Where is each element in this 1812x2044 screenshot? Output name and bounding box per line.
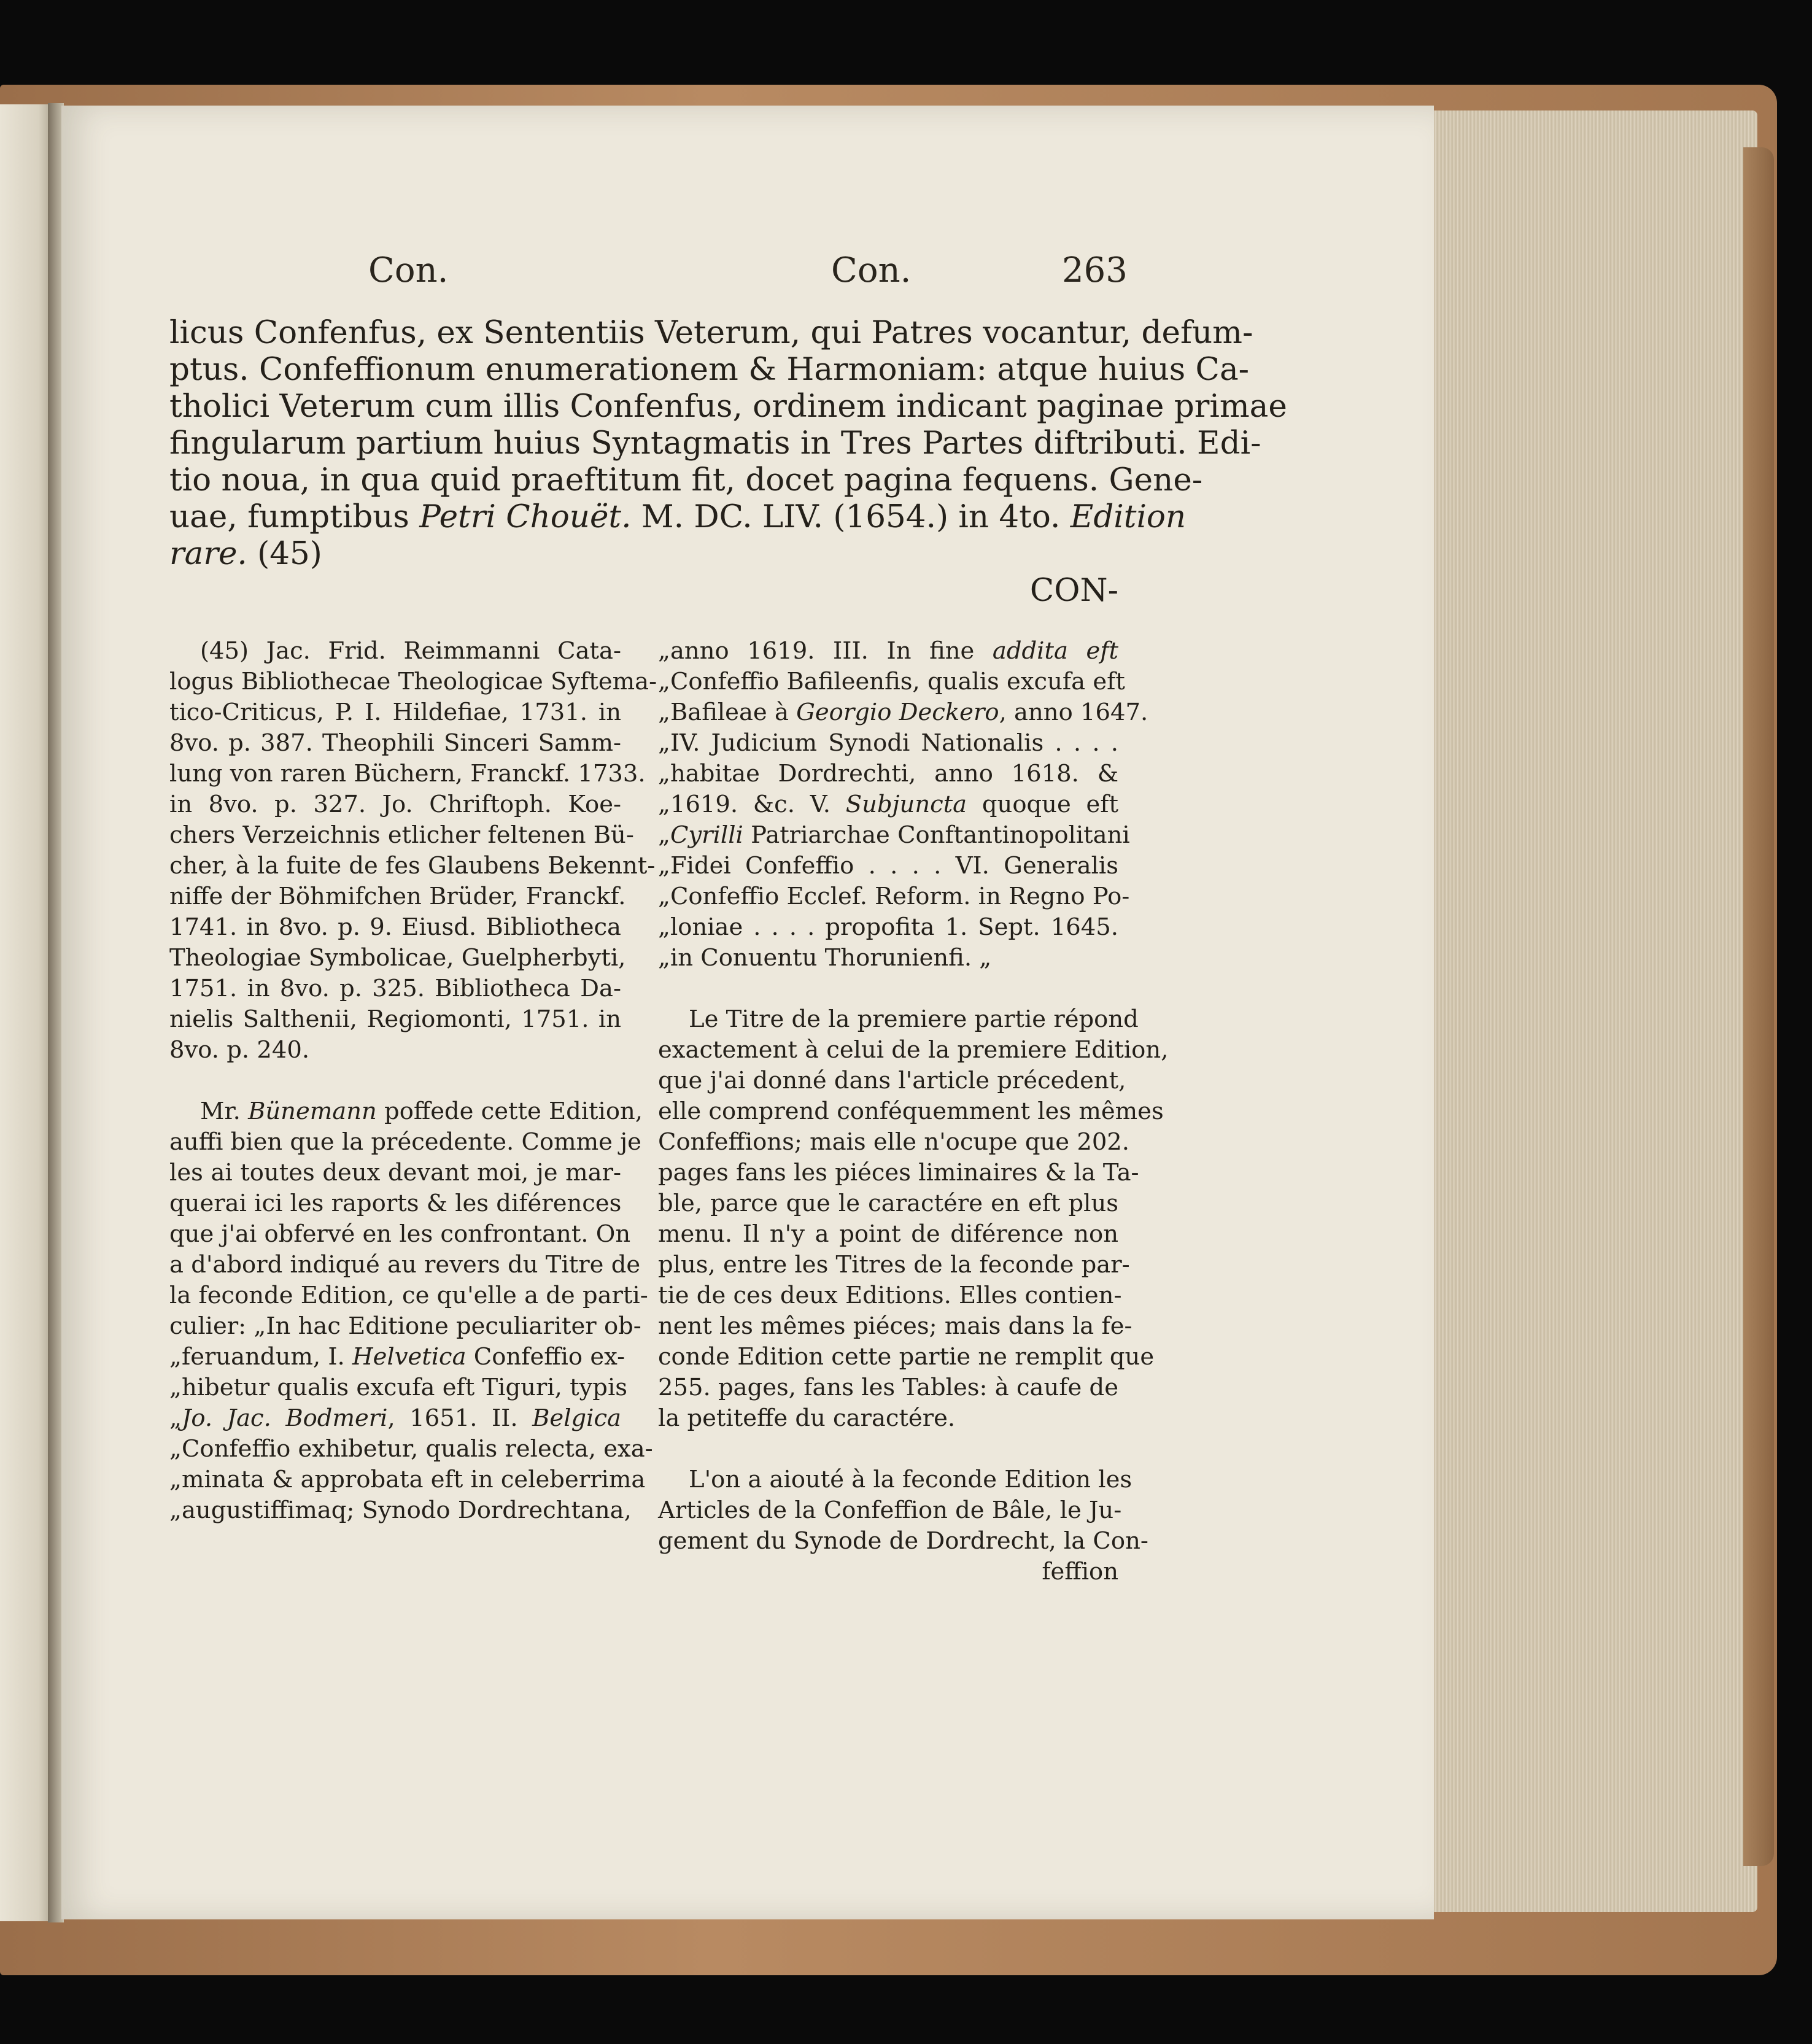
left-column: [169, 636, 657, 1526]
text-run: Confeffio ex-: [466, 1343, 625, 1371]
text-run: „: [169, 1404, 182, 1432]
text-line: exactement à celui de la premiere Edition,: [658, 1036, 1169, 1064]
footnote-line: 1741. in 8vo. p. 9. Eiusd. Bibliotheca: [169, 913, 621, 941]
italic-run: Bünemann: [248, 1097, 377, 1125]
text-line: „loniae . . . . propofita 1. Sept. 1645.: [658, 913, 1118, 941]
text-line: [658, 636, 1118, 667]
footnote-line: nielis Salthenii, Regiomonti, 1751. in: [169, 1005, 621, 1033]
text-line: Articles de la Confeffion de Bâle, le Ju-: [658, 1496, 1122, 1524]
text-line: tholici Veterum cum illis Confenfus, ordinem indicant paginae primae: [169, 388, 1287, 425]
text-line: „hibetur qualis excufa eft Tiguri, typis: [169, 1374, 628, 1401]
text-line: [169, 1096, 643, 1127]
italic-run: Jo. Jac. Bodmeri: [181, 1404, 388, 1432]
text-line: tio noua, in qua quid praeftitum fit, docet pagina fequens. Gene-: [169, 462, 1203, 498]
text-run: „anno 1619. III. In fine: [658, 637, 993, 665]
italic-run: Helvetica: [352, 1343, 467, 1371]
text-run: Mr.: [200, 1097, 249, 1125]
text-line: nent les mêmes piéces; mais dans la fe-: [658, 1312, 1132, 1340]
text-line: [169, 498, 1187, 535]
text-line: L'on a aiouté à la feconde Edition les: [689, 1466, 1132, 1493]
text-line: „Fidei Confeffio . . . . VI. Generalis: [658, 852, 1118, 880]
text-line: [169, 535, 1118, 572]
text-line: ble, parce que le caractére en eft plus: [658, 1190, 1118, 1217]
text-line: conde Edition cette partie ne remplit que: [658, 1343, 1155, 1371]
text-line: Le Titre de la premiere partie répond: [689, 1005, 1139, 1033]
footnote-line: in 8vo. p. 327. Jo. Chriftoph. Koe-: [169, 791, 621, 818]
footnote-line: cher, à la fuite de fes Glaubens Bekennt-: [169, 852, 656, 880]
text-line: que j'ai donné dans l'article précedent,: [658, 1067, 1126, 1094]
text-run: „feruandum, I.: [169, 1343, 353, 1371]
paragraph-gap: [169, 1066, 621, 1096]
text-line: culier: „In hac Editione peculiariter ob-: [169, 1312, 641, 1340]
italic-run: Belgica: [532, 1404, 621, 1432]
running-head-left: Con.: [368, 250, 449, 290]
footnote-line: 8vo. p. 240.: [169, 1036, 310, 1064]
right-column: [658, 636, 1169, 1587]
page-number: 263: [1062, 250, 1128, 290]
text-line: [658, 789, 1118, 820]
italic-run: addita eft: [992, 637, 1118, 665]
footnote-line: tico-Criticus, P. I. Hildefiae, 1731. in: [169, 699, 621, 726]
italic-run: Edition: [1070, 498, 1187, 535]
footnote-line: logus Bibliothecae Theologicae Syftema-: [169, 668, 657, 695]
text-run: quoque eft: [967, 791, 1118, 818]
text-run: , 1651. II.: [387, 1404, 533, 1432]
italic-run: rare.: [169, 535, 247, 572]
text-run: Patriarchae Conftantinopolitani: [743, 821, 1130, 849]
page-edges: [1430, 110, 1757, 1912]
footnote-ref: (45): [247, 535, 322, 572]
text-line: [658, 820, 1130, 851]
footnote-line: chers Verzeichnis etlicher feltenen Bü-: [169, 821, 634, 849]
text-line: plus, entre les Titres de la feconde par-: [658, 1251, 1130, 1279]
text-line: „Confeffio exhibetur, qualis relecta, exa-: [169, 1435, 653, 1463]
text-line: auffi bien que la précedente. Comme je: [169, 1128, 641, 1156]
text-line: gement du Synode de Dordrecht, la Con-: [658, 1527, 1148, 1555]
text-line: „IV. Judicium Synodi Nationalis . . . .: [658, 729, 1118, 757]
left-page-edge: [0, 104, 55, 1921]
text-run: „1619. &c. V.: [658, 791, 846, 818]
text-run: poffede cette Edition,: [376, 1097, 643, 1125]
italic-run: Subjuncta: [845, 791, 967, 818]
text-run: , anno 1647.: [999, 699, 1148, 726]
footnote-line: niffe der Böhmifchen Brüder, Franckf.: [169, 883, 626, 910]
text-line: „Confeffio Ecclef. Reform. in Regno Po-: [658, 883, 1130, 910]
text-line: „minata & approbata eft in celeberrima: [169, 1466, 646, 1493]
footnote-line: 1751. in 8vo. p. 325. Bibliotheca Da-: [169, 975, 621, 1002]
text-line: „in Conuentu Thorunienfi. „: [658, 944, 992, 972]
text-run: M. DC. LIV. (1654.) in 4to.: [631, 498, 1071, 535]
text-line: [658, 697, 1148, 728]
text-run: „Bafileae à: [658, 699, 797, 726]
text-line: elle comprend conféquemment les mêmes: [658, 1097, 1164, 1125]
running-head-center: Con.: [831, 250, 912, 290]
text-line: 255. pages, fans les Tables: à caufe de: [658, 1374, 1118, 1401]
text-run: uae, fumptibus: [169, 498, 420, 535]
text-line: les ai toutes deux devant moi, je mar-: [169, 1159, 621, 1187]
text-line: fingularum partium huius Syntagmatis in Tres Partes diftributi. Edi-: [169, 425, 1261, 462]
text-run: „: [658, 821, 670, 849]
italic-run: Petri Chouët.: [419, 498, 632, 535]
italic-run: Cyrilli: [670, 821, 743, 849]
board-edge: [1743, 147, 1774, 1866]
footnote-line: lung von raren Büchern, Franckf. 1733.: [169, 760, 646, 788]
text-line: menu. Il n'y a point de diférence non: [658, 1220, 1118, 1248]
paragraph-gap: [658, 974, 1118, 1004]
text-line: a d'abord indiqué au revers du Titre de: [169, 1251, 641, 1279]
footnote-line: Theologiae Symbolicae, Guelpherbyti,: [169, 944, 626, 972]
text-line: que j'ai obfervé en les confrontant. On: [169, 1220, 631, 1248]
text-line: querai ici les raports & les diférences: [169, 1190, 622, 1217]
text-line: [169, 1403, 621, 1434]
catchword-bottom: feffion: [1042, 1558, 1118, 1585]
text-line: ptus. Confeffionum enumerationem & Harmoniam: atque huius Ca-: [169, 351, 1250, 388]
italic-run: Georgio Deckero: [796, 699, 999, 726]
catchword-top: CON-: [1029, 572, 1118, 609]
text-line: „habitae Dordrechti, anno 1618. &: [658, 760, 1118, 788]
text-line: „augustiffimaq; Synodo Dordrechtana,: [169, 1496, 632, 1524]
text-line: pages fans les piéces liminaires & la Ta-: [658, 1159, 1139, 1187]
text-line: tie de ces deux Editions. Elles contien-: [658, 1282, 1122, 1309]
text-line: la feconde Edition, ce qu'elle a de parti-: [169, 1282, 648, 1309]
text-line: licus Confenfus, ex Sententiis Veterum, qui Patres vocantur, defum-: [169, 314, 1253, 351]
footnote-line: (45) Jac. Frid. Reimmanni Cata-: [200, 637, 621, 665]
text-line: „Confeffio Bafileenfis, qualis excufa eft: [658, 668, 1125, 695]
text-line: [169, 1342, 625, 1372]
title-continuation: [169, 314, 1287, 609]
footnote-line: 8vo. p. 387. Theophili Sinceri Samm-: [169, 729, 621, 757]
text-line: Confeffions; mais elle n'ocupe que 202.: [658, 1128, 1130, 1156]
text-line: la petiteffe du caractére.: [658, 1404, 956, 1432]
paragraph-gap: [658, 1434, 1118, 1465]
